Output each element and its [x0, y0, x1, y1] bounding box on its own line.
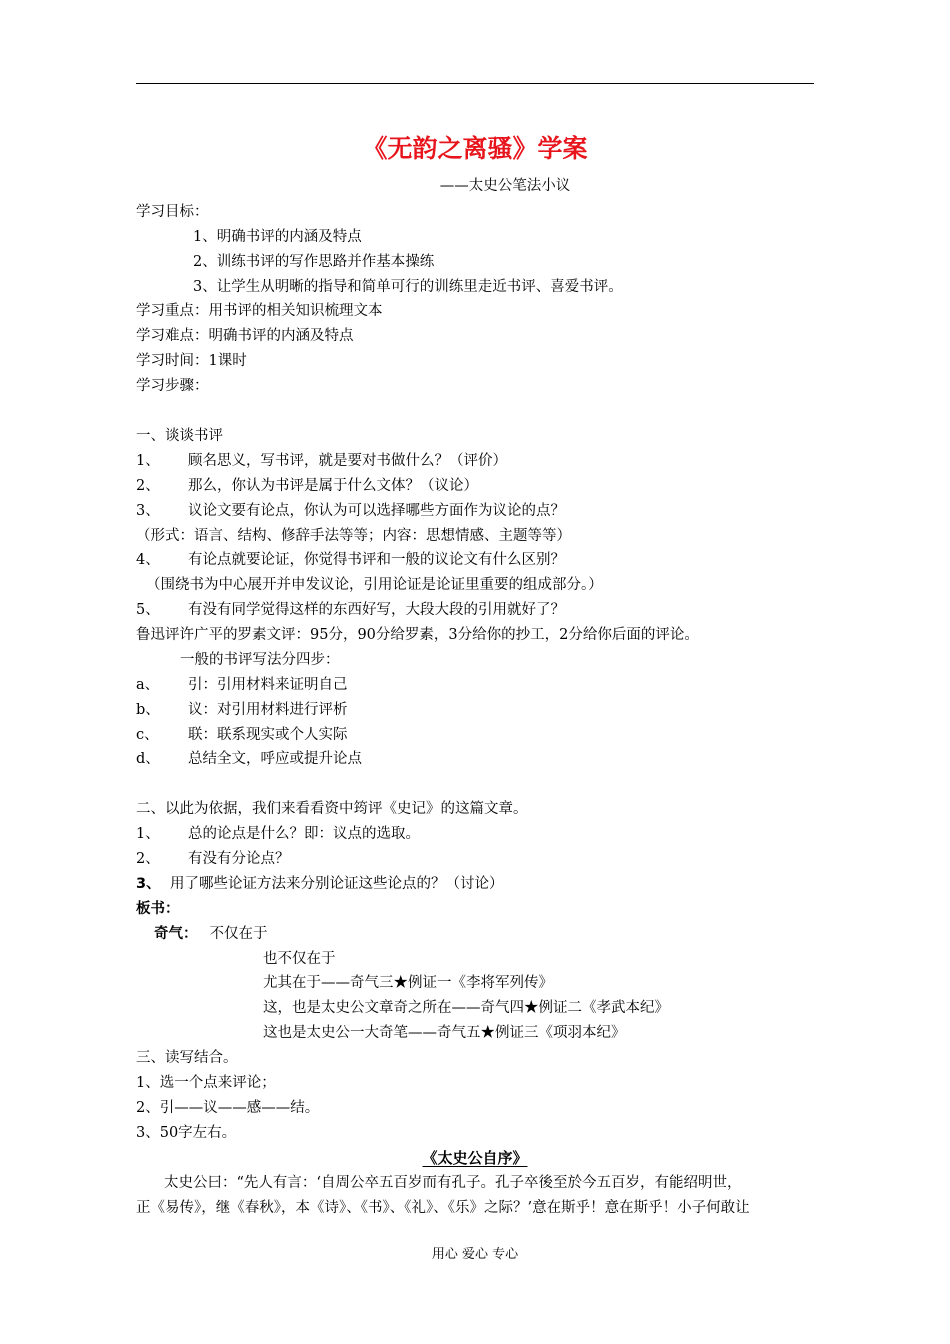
goals-label: 学习目标： [136, 204, 209, 220]
part2-q3 [136, 875, 504, 893]
part3-item-1: 1、选一个点来评论； [136, 1075, 276, 1091]
step-letter: d、 [136, 751, 160, 767]
step-c [136, 726, 348, 744]
header-rule [136, 83, 814, 84]
q-text: 有没有同学觉得这样的东西好写，大段大段的引用就好了？ [188, 602, 565, 618]
goal-item-2: 2、训练书评的写作思路并作基本操练 [193, 254, 435, 270]
page-title: 《无韵之离骚》学案 [362, 134, 588, 163]
luxun-line: 鲁迅评许广平的罗素文评：95分，90分给罗素，3分给你的抄工，2分给你后面的评论。 [136, 627, 699, 643]
goal-item-3: 3、让学生从明晰的指导和简单可行的训练里走近书评、喜爱书评。 [193, 279, 623, 295]
part1-q2 [136, 477, 478, 495]
difficulty-line: 学习难点：明确书评的内涵及特点 [136, 328, 354, 344]
step-letter: c、 [136, 727, 159, 743]
q-number: 3、 [136, 876, 161, 892]
appendix-title-text: 《太史公自序》 [422, 1149, 528, 1167]
part1-q5 [136, 601, 565, 619]
step-text: 联：联系现实或个人实际 [188, 727, 348, 743]
q-number: 5、 [136, 602, 160, 618]
part1-heading: 一、谈谈书评 [136, 428, 223, 444]
board-line-2: 尤其在于——奇气三★例证一《李将军列传》 [263, 975, 553, 991]
steps-intro: 一般的书评写法分四步： [180, 652, 340, 668]
q-number: 3、 [136, 503, 160, 519]
time-line: 学习时间：1课时 [136, 353, 247, 369]
board-line-4: 这也是太史公一大奇笔——奇气五★例证三《项羽本纪》 [263, 1025, 626, 1041]
q-text: 议论文要有论点，你认为可以选择哪些方面作为议论的点？ [188, 503, 565, 519]
q-number: 1、 [136, 826, 160, 842]
steps-label: 学习步骤： [136, 378, 209, 394]
board-qiqi-label: 奇气： [154, 926, 198, 942]
q-text: 顾名思义，写书评，就是要对书做什么？（评价） [188, 453, 507, 469]
board-label: 板书： [136, 901, 180, 917]
board-line-3: 这，也是太史公文章奇之所在——奇气四★例证二《孝武本纪》 [263, 1000, 669, 1016]
part1-q4-note: （围绕书为中心展开并申发议论，引用论证是论证里重要的组成部分。） [146, 577, 603, 593]
part1-q3 [136, 502, 565, 520]
step-text: 总结全文，呼应或提升论点 [188, 751, 362, 767]
part2-q1 [136, 825, 420, 843]
step-text: 议：对引用材料进行评析 [188, 702, 348, 718]
step-letter: a、 [136, 677, 160, 693]
step-a [136, 676, 348, 694]
q-text: 有论点就要论证，你觉得书评和一般的议论文有什么区别？ [188, 552, 565, 568]
q-text: 有没有分论点？ [188, 851, 290, 867]
part3-item-3: 3、50字左右。 [136, 1125, 237, 1141]
step-letter: b、 [136, 702, 160, 718]
part1-q3-note: （形式：语言、结构、修辞手法等等；内容：思想情感、主题等等） [136, 528, 571, 544]
part3-item-2: 2、引——议——感——结。 [136, 1100, 320, 1116]
q-number: 4、 [136, 552, 160, 568]
step-d [136, 750, 362, 768]
part3-heading: 三、读写结合。 [136, 1050, 238, 1066]
page-footer: 用心 爱心 专心 [431, 1247, 519, 1262]
q-text: 那么，你认为书评是属于什么文体？（议论） [188, 478, 478, 494]
board-line-1: 也不仅在于 [263, 951, 336, 967]
part2-q2 [136, 850, 290, 868]
part1-q4 [136, 551, 565, 569]
board-qiqi-line [154, 925, 268, 943]
page-subtitle: ——太史公笔法小议 [439, 178, 571, 194]
q-text: 总的论点是什么？即：议点的选取。 [188, 826, 420, 842]
q-text: 用了哪些论证方法来分别论证这些论点的？（讨论） [170, 876, 504, 892]
step-text: 引：引用材料来证明自己 [188, 677, 348, 693]
appendix-title [0, 1149, 950, 1167]
q-number: 1、 [136, 453, 160, 469]
appendix-line-1: 太史公曰：“先人有言：‘自周公卒五百岁而有孔子。孔子卒後至於今五百岁，有能绍明世， [164, 1175, 742, 1191]
appendix-line-2: 正《易传》，继《春秋》，本《诗》、《书》、《礼》、《乐》之际？’意在斯乎！意在斯乎！小子何敢让 [136, 1200, 750, 1216]
step-b [136, 701, 348, 719]
q-number: 2、 [136, 478, 160, 494]
goal-item-1: 1、明确书评的内涵及特点 [193, 229, 362, 245]
part1-q1 [136, 452, 507, 470]
q-number: 2、 [136, 851, 160, 867]
focus-line: 学习重点：用书评的相关知识梳理文本 [136, 303, 383, 319]
board-line-0: 不仅在于 [209, 926, 268, 942]
part2-heading: 二、以此为依据，我们来看看资中筠评《史记》的这篇文章。 [136, 801, 528, 817]
